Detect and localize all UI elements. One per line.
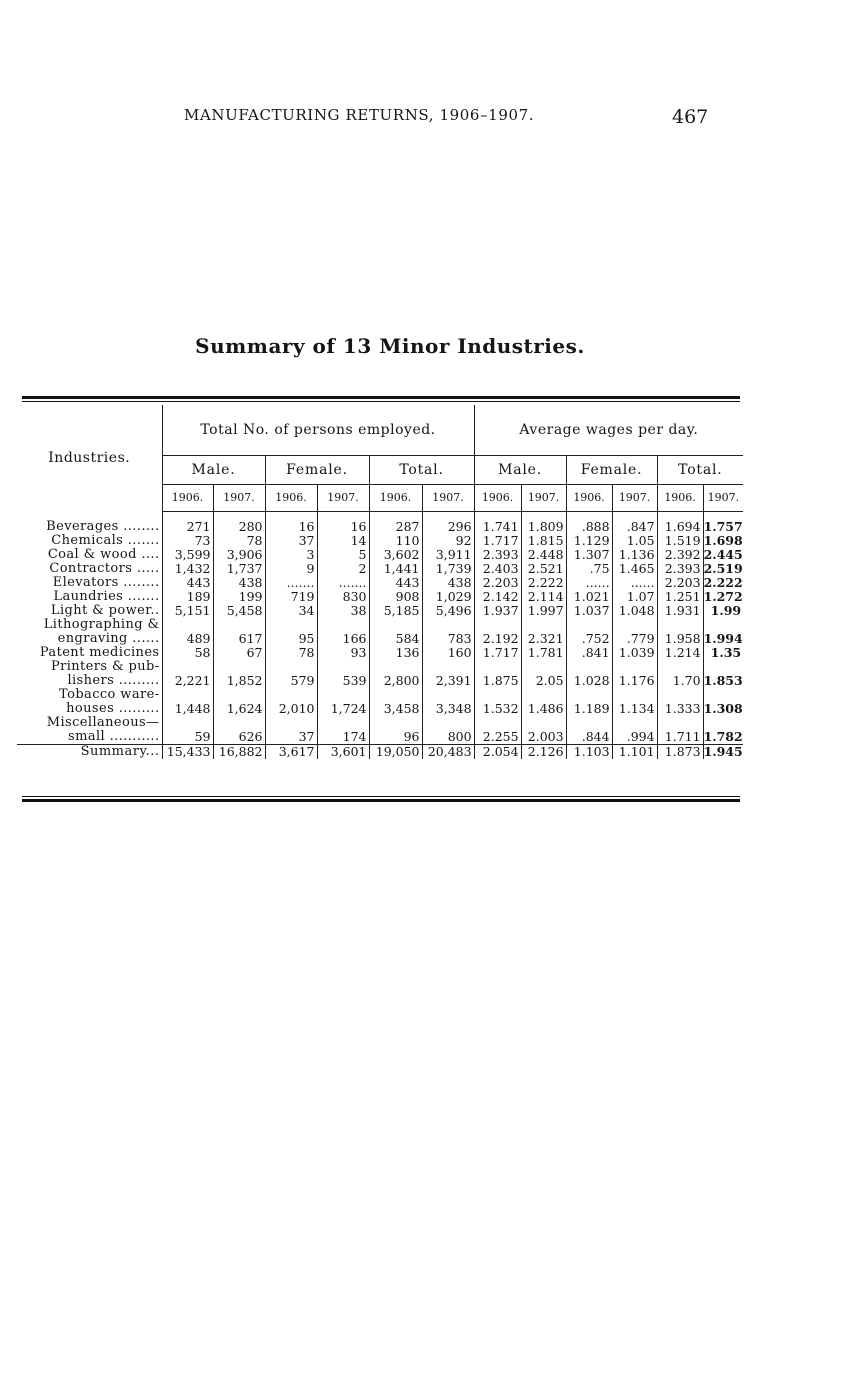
table-cell: 1,852 <box>213 674 265 688</box>
table-cell: ...... <box>612 576 657 590</box>
table-cell: 1.028 <box>566 674 612 688</box>
table-cell: 96 <box>369 730 422 745</box>
table-cell: 1.958 <box>657 632 703 646</box>
sub-header: Male. <box>474 456 566 485</box>
table-cell: 1.272 <box>703 589 743 604</box>
table-cell <box>703 716 743 730</box>
table-cell: 73 <box>162 534 213 548</box>
table-cell: 2.255 <box>474 730 521 745</box>
table-cell: 800 <box>422 730 474 745</box>
table-cell: 1.037 <box>566 604 612 618</box>
table-cell <box>422 618 474 632</box>
table-cell: 2.222 <box>521 576 566 590</box>
table-cell: .75 <box>566 562 612 576</box>
table-cell: ....... <box>317 576 369 590</box>
table-cell <box>422 688 474 702</box>
year-header: 1906. <box>566 485 612 512</box>
table-cell: 1.35 <box>703 646 743 660</box>
year-header: 1906. <box>474 485 521 512</box>
table-cell: 584 <box>369 632 422 646</box>
top-rule-thin <box>22 401 740 402</box>
table-cell: 2.403 <box>474 562 521 576</box>
table-cell: 2.392 <box>657 548 703 562</box>
table-cell: 1.048 <box>612 604 657 618</box>
table-cell: 38 <box>317 604 369 618</box>
table-cell: 1.875 <box>474 674 521 688</box>
table-row <box>17 688 743 702</box>
table-cell <box>369 688 422 702</box>
table-cell: 1,029 <box>422 590 474 604</box>
table-cell <box>422 716 474 730</box>
table-cell <box>657 618 703 632</box>
table-row <box>17 674 743 688</box>
summary-label: Summary... <box>17 745 162 760</box>
table-cell: 2.05 <box>521 674 566 688</box>
summary-cell: 3,617 <box>265 745 317 760</box>
table-cell <box>317 688 369 702</box>
table-cell <box>213 688 265 702</box>
table-cell: 1.189 <box>566 702 612 716</box>
running-head: MANUFACTURING RETURNS, 1906–1907. <box>184 106 535 124</box>
table-cell: 271 <box>162 520 213 534</box>
table-cell: 2.445 <box>703 547 743 562</box>
top-rule-thick <box>22 396 740 399</box>
table-cell: 67 <box>213 646 265 660</box>
summary-cell: 1.103 <box>566 745 612 760</box>
table-cell <box>162 660 213 674</box>
table-cell: ...... <box>566 576 612 590</box>
table-cell: 1.711 <box>657 730 703 745</box>
table-cell: 2.448 <box>521 548 566 562</box>
table-cell: 2,391 <box>422 674 474 688</box>
table-cell: 1.486 <box>521 702 566 716</box>
table-cell: 443 <box>369 576 422 590</box>
table-cell <box>521 660 566 674</box>
table-cell: 2 <box>317 562 369 576</box>
table-cell: 2.393 <box>657 562 703 576</box>
industry-name: Lithographing & <box>43 617 160 632</box>
table-cell: 1.809 <box>521 520 566 534</box>
year-header: 1907. <box>521 485 566 512</box>
table-cell <box>474 688 521 702</box>
table-cell: .994 <box>612 730 657 745</box>
table-cell <box>657 688 703 702</box>
table-cell: 3,458 <box>369 702 422 716</box>
table-cell: 539 <box>317 674 369 688</box>
table-cell: 2,800 <box>369 674 422 688</box>
table-cell: 579 <box>265 674 317 688</box>
table-cell: 37 <box>265 730 317 745</box>
summary-table <box>17 405 743 759</box>
table-row <box>17 660 743 674</box>
table-cell: 160 <box>422 646 474 660</box>
summary-cell: 16,882 <box>213 745 265 760</box>
table-cell: 1.70 <box>657 674 703 688</box>
table-cell <box>566 688 612 702</box>
table-cell: 1.694 <box>657 520 703 534</box>
persons-group-header: Total No. of persons employed. <box>162 405 474 456</box>
table-cell: 58 <box>162 646 213 660</box>
table-cell: 719 <box>265 590 317 604</box>
table-cell <box>213 716 265 730</box>
table-cell: 2.393 <box>474 548 521 562</box>
table-cell: 78 <box>213 534 265 548</box>
table-cell <box>162 716 213 730</box>
table-row <box>17 590 743 604</box>
table-cell: 95 <box>265 632 317 646</box>
table-cell <box>521 688 566 702</box>
table-cell: .844 <box>566 730 612 745</box>
year-header: 1906. <box>265 485 317 512</box>
table-cell: 908 <box>369 590 422 604</box>
table-row <box>17 520 743 534</box>
table-cell: 280 <box>213 520 265 534</box>
summary-cell: 3,601 <box>317 745 369 760</box>
industry-name: Elevators ........ <box>52 575 160 590</box>
table-cell: 16 <box>265 520 317 534</box>
year-header: 1907. <box>422 485 474 512</box>
table-cell: 2.203 <box>474 576 521 590</box>
table-body <box>17 512 743 760</box>
table-cell: 1.853 <box>703 673 743 688</box>
table-cell <box>265 688 317 702</box>
summary-cell: 19,050 <box>369 745 422 760</box>
table-cell: 296 <box>422 520 474 534</box>
table-cell: 1.05 <box>612 534 657 548</box>
table-cell: 1,448 <box>162 702 213 716</box>
industry-name: Coal & wood .... <box>47 547 160 562</box>
table-cell: 2.192 <box>474 632 521 646</box>
table-cell: .779 <box>612 632 657 646</box>
year-header: 1906. <box>657 485 703 512</box>
table-cell: 1,432 <box>162 562 213 576</box>
sub-header: Total. <box>369 456 474 485</box>
table-cell: 443 <box>162 576 213 590</box>
table-cell: .888 <box>566 520 612 534</box>
table-cell <box>521 618 566 632</box>
table-cell: 1.07 <box>612 590 657 604</box>
table-row <box>17 562 743 576</box>
table-cell: 3,599 <box>162 548 213 562</box>
table-cell: 1.308 <box>703 701 743 716</box>
table-cell: 3,906 <box>213 548 265 562</box>
year-header: 1906. <box>162 485 213 512</box>
table-cell: 37 <box>265 534 317 548</box>
table-cell: 2,221 <box>162 674 213 688</box>
table-cell: 5 <box>317 548 369 562</box>
table-cell: 3 <box>265 548 317 562</box>
table-cell <box>265 618 317 632</box>
year-header: 1907. <box>703 485 743 512</box>
table-cell: 5,458 <box>213 604 265 618</box>
wages-group-header: Average wages per day. <box>474 405 743 456</box>
table-cell: 438 <box>213 576 265 590</box>
year-header: 1907. <box>317 485 369 512</box>
year-header: 1907. <box>612 485 657 512</box>
table-cell: 1.782 <box>703 729 743 744</box>
table-row <box>17 646 743 660</box>
table-cell: 1.251 <box>657 590 703 604</box>
industry-name: Light & power.. <box>50 603 160 618</box>
table-cell <box>213 618 265 632</box>
table-row <box>17 576 743 590</box>
table-cell: 1.994 <box>703 631 743 646</box>
table-cell: 93 <box>317 646 369 660</box>
table-cell: 830 <box>317 590 369 604</box>
industry-name: lishers ......... <box>67 673 160 688</box>
table-cell: 1.136 <box>612 548 657 562</box>
table-cell <box>422 660 474 674</box>
table-cell: 1.781 <box>521 646 566 660</box>
summary-cell: 1.101 <box>612 745 657 760</box>
industry-name: Laundries ....... <box>53 589 160 604</box>
sub-header: Total. <box>657 456 743 485</box>
table-cell <box>317 716 369 730</box>
table-cell: 2.003 <box>521 730 566 745</box>
table-cell: 1.307 <box>566 548 612 562</box>
table-cell: 1.937 <box>474 604 521 618</box>
table-cell: 489 <box>162 632 213 646</box>
table-cell: 1.931 <box>657 604 703 618</box>
table-cell <box>265 660 317 674</box>
table-cell: 9 <box>265 562 317 576</box>
summary-cell: 2.126 <box>521 745 566 760</box>
table-cell: 1.997 <box>521 604 566 618</box>
table-cell: 3,911 <box>422 548 474 562</box>
industry-name: Chemicals ....... <box>51 533 160 548</box>
year-header: 1906. <box>369 485 422 512</box>
table-cell: 1,441 <box>369 562 422 576</box>
table-cell: 1.176 <box>612 674 657 688</box>
table-row <box>17 632 743 646</box>
industry-name: houses ......... <box>66 701 160 716</box>
table-cell <box>369 660 422 674</box>
summary-cell: 1.873 <box>657 745 703 760</box>
industry-name: Contractors ..... <box>49 561 160 576</box>
table-row <box>17 604 743 618</box>
industry-name: Patent medicines <box>39 645 160 660</box>
industry-name: Beverages ........ <box>46 519 160 534</box>
table-cell: 783 <box>422 632 474 646</box>
table-cell: 1,737 <box>213 562 265 576</box>
table-cell: 5,496 <box>422 604 474 618</box>
table-cell: 189 <box>162 590 213 604</box>
page-number: 467 <box>672 106 709 128</box>
industries-header: Industries. <box>48 450 131 467</box>
table-cell <box>369 618 422 632</box>
table-cell: .841 <box>566 646 612 660</box>
table-cell: 5,151 <box>162 604 213 618</box>
summary-cell: 15,433 <box>162 745 213 760</box>
table-cell: 1.757 <box>703 519 743 534</box>
table-cell <box>657 660 703 674</box>
table-cell: 16 <box>317 520 369 534</box>
table-cell: 2.521 <box>521 562 566 576</box>
table-cell: 2.222 <box>703 575 743 590</box>
table-cell: 2.142 <box>474 590 521 604</box>
table-cell <box>566 716 612 730</box>
table-cell: 3,348 <box>422 702 474 716</box>
table-cell <box>566 660 612 674</box>
table-cell <box>612 618 657 632</box>
table-cell <box>213 660 265 674</box>
table-cell: 2.203 <box>657 576 703 590</box>
table-cell: 174 <box>317 730 369 745</box>
table-cell <box>369 716 422 730</box>
table-cell: 1.741 <box>474 520 521 534</box>
table-cell: 34 <box>265 604 317 618</box>
bottom-rule-thin <box>22 796 740 797</box>
table-cell: 438 <box>422 576 474 590</box>
table-cell: 1.698 <box>703 533 743 548</box>
table-cell: 78 <box>265 646 317 660</box>
table-cell <box>265 716 317 730</box>
table-cell: 1.99 <box>703 604 743 618</box>
table-cell: 626 <box>213 730 265 745</box>
table-cell <box>317 618 369 632</box>
table-cell: 199 <box>213 590 265 604</box>
industry-name: Printers & pub- <box>50 659 160 674</box>
table-row <box>17 548 743 562</box>
table-row <box>17 534 743 548</box>
table-cell <box>474 716 521 730</box>
table-cell: 1.815 <box>521 534 566 548</box>
table-cell: 166 <box>317 632 369 646</box>
table-cell: 617 <box>213 632 265 646</box>
table-cell: 1.465 <box>612 562 657 576</box>
table-cell: 1.021 <box>566 590 612 604</box>
table-cell <box>703 660 743 674</box>
table-cell: .847 <box>612 520 657 534</box>
summary-cell: 20,483 <box>422 745 474 760</box>
table-row <box>17 618 743 632</box>
industry-name: engraving ...... <box>57 631 160 646</box>
table-cell: 1.532 <box>474 702 521 716</box>
page-title: Summary of 13 Minor Industries. <box>195 334 585 358</box>
table-cell: 5,185 <box>369 604 422 618</box>
table-cell: 1,624 <box>213 702 265 716</box>
sub-header: Female. <box>566 456 657 485</box>
table-cell: .752 <box>566 632 612 646</box>
summary-cell: 2.054 <box>474 745 521 760</box>
bottom-rule-thick <box>22 799 740 802</box>
table-cell: 1.519 <box>657 534 703 548</box>
table-cell <box>162 618 213 632</box>
table-row <box>17 716 743 730</box>
table-cell: 287 <box>369 520 422 534</box>
table-cell <box>162 688 213 702</box>
table-cell <box>474 660 521 674</box>
table-cell <box>612 660 657 674</box>
table-cell: 2.519 <box>703 561 743 576</box>
table-cell: 1.134 <box>612 702 657 716</box>
table-cell: 59 <box>162 730 213 745</box>
table-cell <box>657 716 703 730</box>
table-cell: 1.717 <box>474 534 521 548</box>
table-cell: 136 <box>369 646 422 660</box>
summary-row <box>17 745 743 760</box>
table-cell: 1.214 <box>657 646 703 660</box>
table-cell: ....... <box>265 576 317 590</box>
industry-name: Miscellaneous— <box>46 715 160 730</box>
table-cell: 1.039 <box>612 646 657 660</box>
table-cell: 92 <box>422 534 474 548</box>
table-cell: 2.321 <box>521 632 566 646</box>
table-cell <box>612 688 657 702</box>
table-cell <box>703 618 743 632</box>
year-header: 1907. <box>213 485 265 512</box>
table-cell: 1.717 <box>474 646 521 660</box>
table-cell: 1.129 <box>566 534 612 548</box>
table-cell: 110 <box>369 534 422 548</box>
table-cell: 2.114 <box>521 590 566 604</box>
table-row <box>17 702 743 716</box>
summary-cell: 1.945 <box>703 744 743 759</box>
table-cell <box>474 618 521 632</box>
table-cell <box>566 618 612 632</box>
table-cell <box>703 688 743 702</box>
table-cell <box>317 660 369 674</box>
table-cell <box>521 716 566 730</box>
table-cell: 1.333 <box>657 702 703 716</box>
table-cell: 1,739 <box>422 562 474 576</box>
table-cell: 1,724 <box>317 702 369 716</box>
table-cell: 2,010 <box>265 702 317 716</box>
industry-name: small ........... <box>68 729 160 744</box>
sub-header: Female. <box>265 456 369 485</box>
table-cell: 14 <box>317 534 369 548</box>
sub-header: Male. <box>162 456 265 485</box>
table-row <box>17 730 743 745</box>
table-cell: 3,602 <box>369 548 422 562</box>
industry-name: Tobacco ware- <box>59 687 160 702</box>
table-cell <box>612 716 657 730</box>
